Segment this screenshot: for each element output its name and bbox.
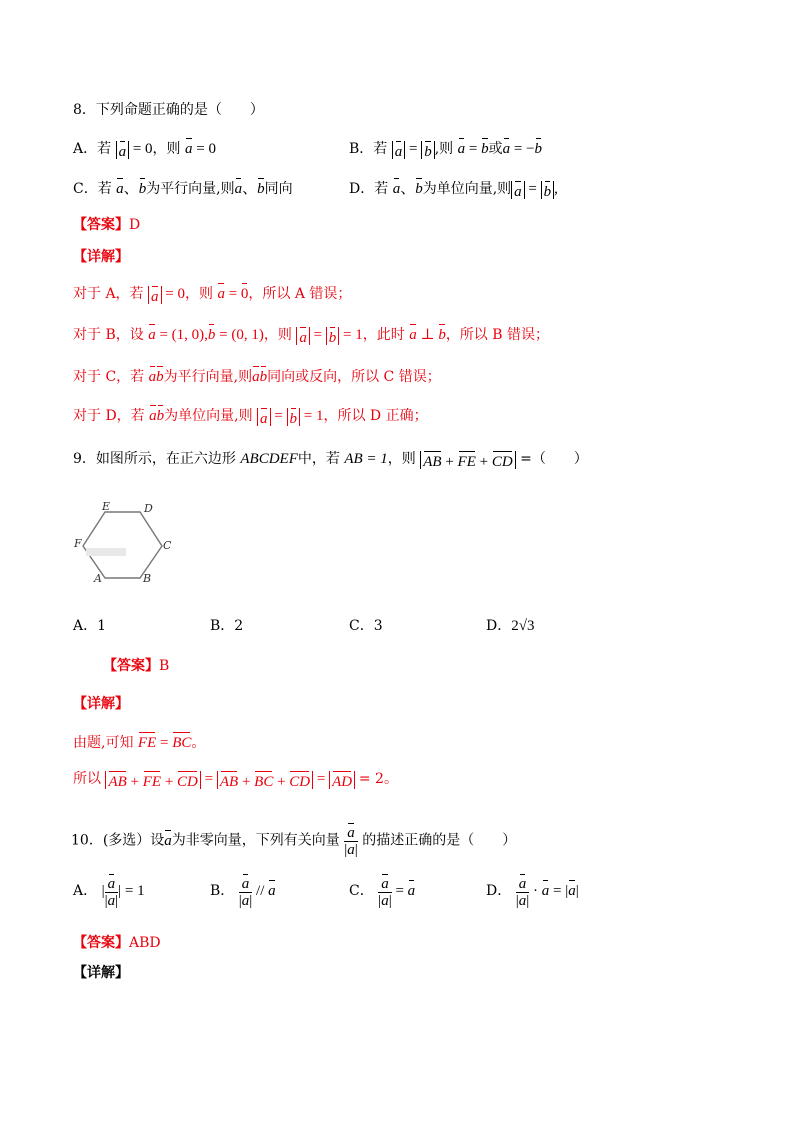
q8-explain-b: 对于 B，设 a = (1, 0),b = (0, 1)，则 a = b = 1，此时 a ⊥ b，所以 B 错误； [73, 324, 549, 345]
q9-explain-1: 由题,可知 FE = BC。 [73, 732, 205, 752]
q10-stem: 10．(多选）设a为非零向量，下列有关向量 $\frac{a}{|a|}$ 的描述正确的是（ ） [71, 825, 517, 858]
q9-option-d: D．2√3 [486, 618, 535, 634]
q10-answer: 【答案】ABD [73, 935, 161, 951]
hexagon-shape [83, 512, 162, 578]
label-d: D [144, 502, 153, 515]
q8-option-d: D．若 a、b为单位向量,则 a = b , [349, 178, 558, 199]
q9-answer: 【答案】B [103, 658, 170, 674]
q9-explain-tag: 【详解】 [73, 696, 129, 712]
q8-explain-a: 对于 A，若 a = 0，则 a = 0，所以 A 错误； [73, 283, 351, 304]
q8-option-c: C．若 a、b为平行向量,则a、b同向 [73, 178, 293, 198]
q8-option-a: A．若 a = 0，则 a = 0 [73, 138, 216, 159]
q8-explain-tag: 【详解】 [73, 249, 129, 265]
hexagon-figure [70, 500, 185, 588]
q9-option-c: C．3 [349, 618, 383, 634]
q10-explain-tag: 【详解】 [73, 965, 129, 981]
q10-option-b: B． $\frac{a}{|a|}$ // a [210, 876, 276, 909]
label-f: F [74, 537, 82, 550]
label-a: A [94, 572, 102, 585]
q8-option-b: B．若 a = b ,则 a = b或a = −b [349, 138, 542, 159]
q10-option-c: C． $\frac{a}{|a|}$ = a [349, 876, 416, 909]
q9-stem: 9．如图所示，在正六边形 ABCDEF中，若 AB = 1，则 AB + FE + CD =（ ） [73, 451, 588, 470]
label-c: C [163, 539, 172, 552]
q10-option-d: D． $\frac{a}{|a|}$ · a = |a| [486, 876, 579, 909]
q9-option-b: B．2 [210, 618, 244, 634]
q8-explain-d: 对于 D，若 ab为单位向量,则 a = b = 1，所以 D 正确； [73, 405, 428, 426]
q9-option-a: A．1 [73, 618, 107, 634]
q8-answer: 【答案】D [73, 217, 141, 233]
q8-explain-c: 对于 C，若 ab为平行向量,则ab同向或反向，所以 C 错误； [73, 366, 441, 386]
q8-stem: 8．下列命题正确的是（ ） [73, 102, 264, 118]
q9-explain-2: 所以 AB + FE + CD = AB + BC + CD = AD = 2。 [73, 771, 398, 790]
q10-option-a: A． | $\frac{a}{|a|}$ | = 1 [73, 876, 145, 909]
label-e: E [102, 500, 111, 513]
label-b: B [143, 572, 152, 585]
figure-smudge [86, 548, 126, 556]
